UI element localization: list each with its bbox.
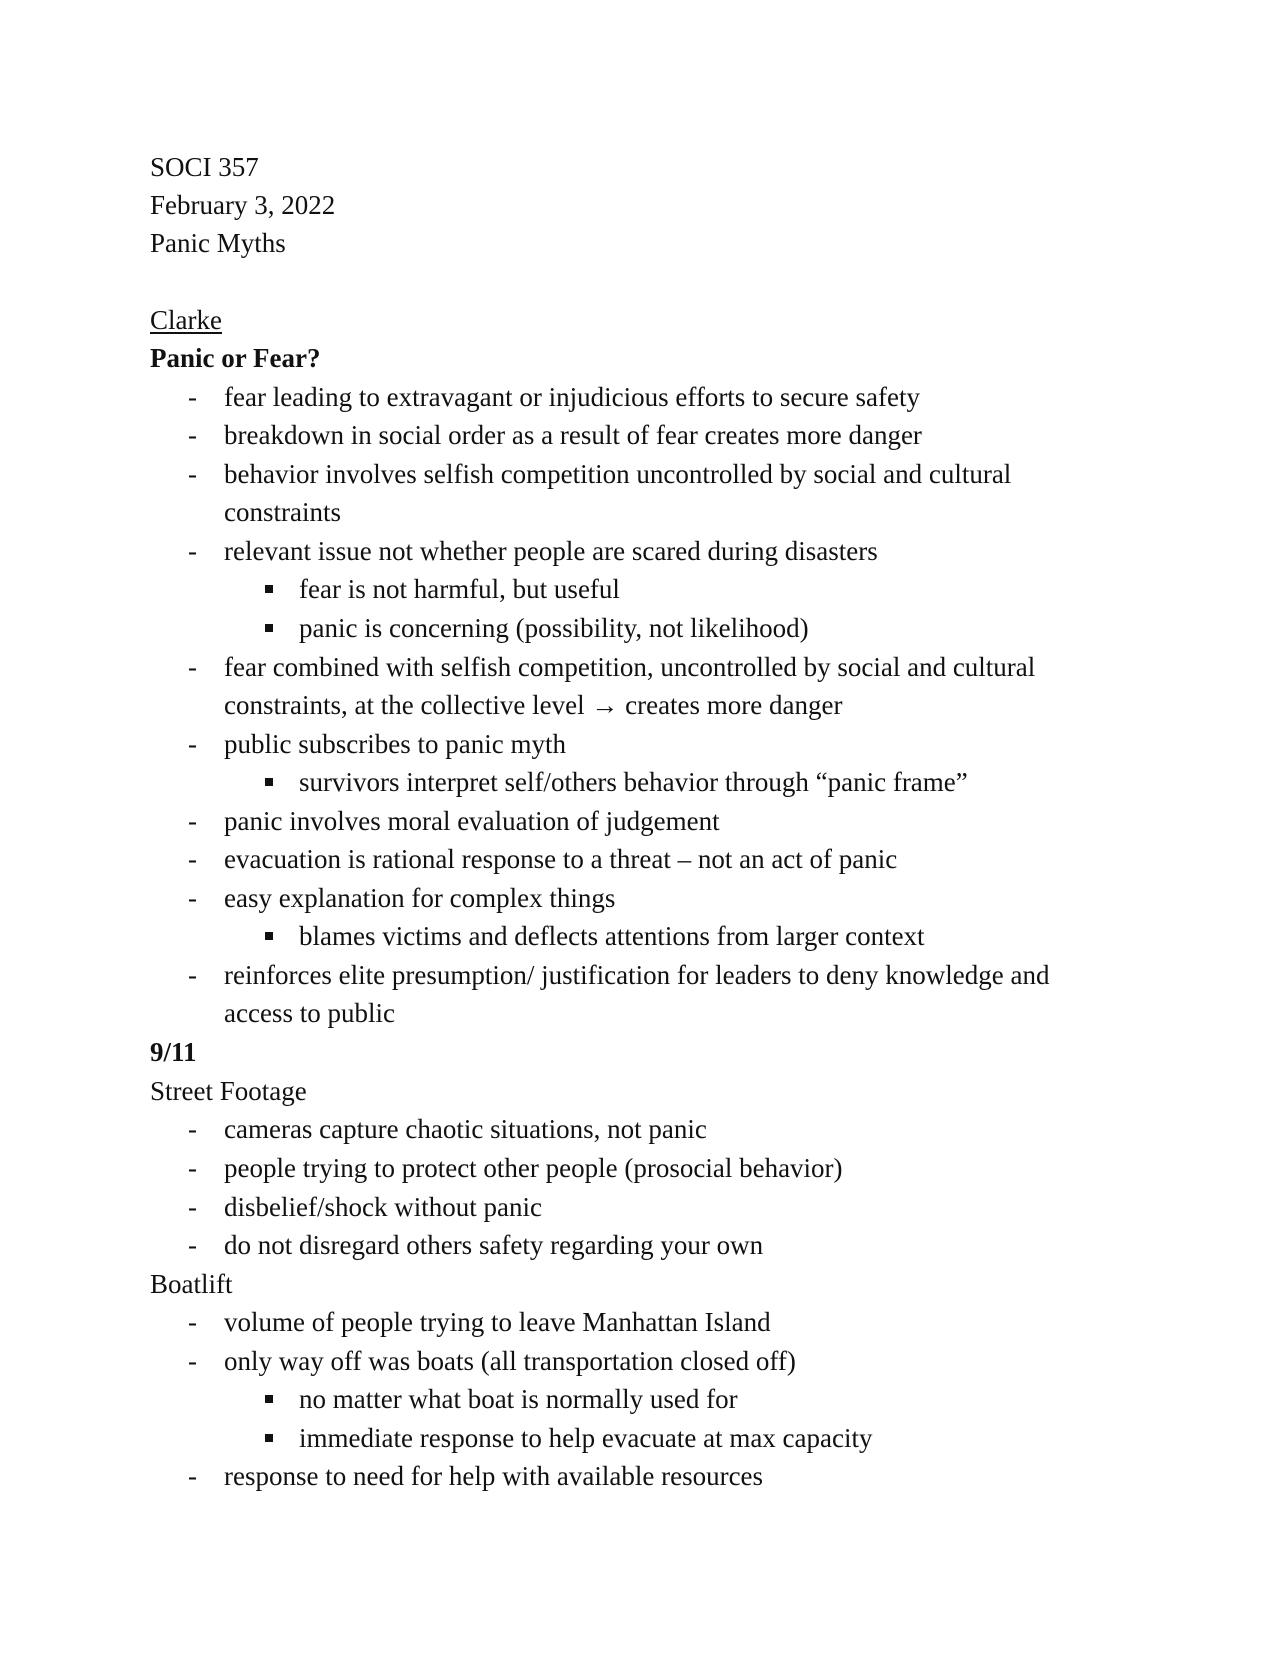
list-item-text: response to need for help with available resources xyxy=(224,1461,764,1491)
lecture-date: February 3, 2022 xyxy=(150,190,336,220)
list-item-text: behavior involves selfish competition uncontrolled by social and cultural xyxy=(224,459,1012,489)
sub-list-item-text: no matter what boat is normally used for xyxy=(299,1384,738,1414)
list-item-text: evacuation is rational response to a threat – not an act of panic xyxy=(224,844,898,874)
list-item-text: fear leading to extravagant or injudicious efforts to secure safety xyxy=(224,382,920,412)
list-item-text: easy explanation for complex things xyxy=(224,883,616,913)
sub-list-item-text: blames victims and deflects attentions from larger context xyxy=(299,921,925,951)
list-item-text: access to public xyxy=(224,998,395,1028)
dash-marker: - xyxy=(188,459,197,489)
boatlift-title: Boatlift xyxy=(150,1269,233,1299)
list-item-text: cameras capture chaotic situations, not panic xyxy=(224,1114,707,1144)
list-item-text: constraints xyxy=(224,497,341,527)
list-item-text: people trying to protect other people (prosocial behavior) xyxy=(224,1153,843,1183)
list-item-text: do not disregard others safety regarding your own xyxy=(224,1230,764,1260)
dash-marker: - xyxy=(188,536,197,566)
dash-marker: - xyxy=(188,1307,197,1337)
square-bullet-icon xyxy=(265,1395,273,1403)
list-item-text: breakdown in social order as a result of fear creates more danger xyxy=(224,420,922,450)
list-item-text: reinforces elite presumption/ justification for leaders to deny knowledge and xyxy=(224,960,1050,990)
dash-marker: - xyxy=(188,806,197,836)
dash-marker: - xyxy=(188,1192,197,1222)
dash-marker: - xyxy=(188,1346,197,1376)
section-subheading: Panic or Fear? xyxy=(150,343,321,373)
list-item-text: relevant issue not whether people are scared during disasters xyxy=(224,536,878,566)
dash-marker: - xyxy=(188,883,197,913)
sub-list-item-text: survivors interpret self/others behavior through “panic frame” xyxy=(299,767,968,797)
list-item-text: panic involves moral evaluation of judgement xyxy=(224,806,720,836)
square-bullet-icon xyxy=(265,624,273,632)
square-bullet-icon xyxy=(265,932,273,940)
list-item-text: fear combined with selfish competition, uncontrolled by social and cultural xyxy=(224,652,1036,682)
square-bullet-icon xyxy=(265,585,273,593)
dash-marker: - xyxy=(188,420,197,450)
sub-list-item-text: immediate response to help evacuate at max capacity xyxy=(299,1423,873,1453)
dash-marker: - xyxy=(188,1461,197,1491)
dash-marker: - xyxy=(188,729,197,759)
list-item-text: volume of people trying to leave Manhattan Island xyxy=(224,1307,771,1337)
list-item-text: constraints, at the collective level → creates more danger xyxy=(224,690,843,720)
sub-list-item-text: fear is not harmful, but useful xyxy=(299,574,620,604)
dash-marker: - xyxy=(188,382,197,412)
section-911-heading: 9/11 xyxy=(150,1037,197,1067)
square-bullet-icon xyxy=(265,1434,273,1442)
dash-marker: - xyxy=(188,960,197,990)
lecture-topic: Panic Myths xyxy=(150,228,286,258)
square-bullet-icon xyxy=(265,778,273,786)
dash-marker: - xyxy=(188,844,197,874)
sub-list-item-text: panic is concerning (possibility, not likelihood) xyxy=(299,613,809,643)
course-code: SOCI 357 xyxy=(150,152,259,182)
dash-marker: - xyxy=(188,1153,197,1183)
list-item-text: public subscribes to panic myth xyxy=(224,729,566,759)
dash-marker: - xyxy=(188,1230,197,1260)
dash-marker: - xyxy=(188,652,197,682)
street-footage-title: Street Footage xyxy=(150,1076,307,1106)
section-author-heading: Clarke xyxy=(150,305,222,335)
list-item-text: disbelief/shock without panic xyxy=(224,1192,542,1222)
dash-marker: - xyxy=(188,1114,197,1144)
list-item-text: only way off was boats (all transportation closed off) xyxy=(224,1346,796,1376)
